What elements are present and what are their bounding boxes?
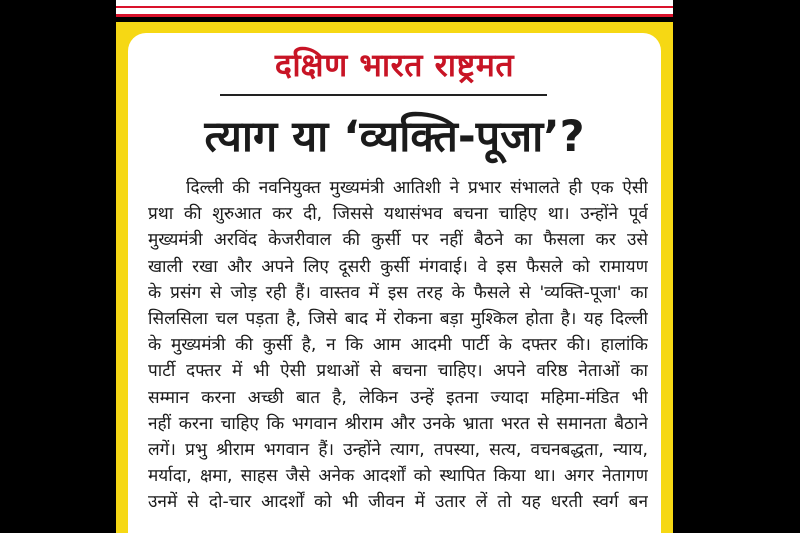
masthead-divider: [220, 94, 547, 96]
article-line: सम्मान करना अच्छी बात है, लेकिन उन्हें इतना ज्यादा महिमा-मंडित भी: [148, 387, 648, 408]
article-line: के मुख्यमंत्री की कुर्सी है, न कि आम आदमी पार्टी के दफ्तर की। हालांकि: [148, 335, 648, 356]
article-line: मर्यादा, क्षमा, साहस जैसे अनेक आदर्शों को स्थापित किया था। अगर नेतागण: [148, 466, 648, 487]
article-line: प्रथा की शुरुआत कर दी, जिससे यथासंभव बचना चाहिए था। उन्होंने पूर्व: [148, 204, 648, 225]
top-decorative-strip: [116, 0, 673, 17]
article-line: पार्टी दफ्तर में भी ऐसी प्रथाओं से बचना चाहिए। अपने वरिष्ठ नेताओं का: [148, 361, 648, 382]
article-body: [148, 175, 648, 516]
article-line: दिल्ली की नवनियुक्त मुख्यमंत्री आतिशी ने प्रभार संभालते ही एक ऐसी: [186, 178, 648, 198]
article-headline: त्याग या ‘व्यक्ति-पूजा’?: [204, 112, 585, 162]
article-line: मुख्यमंत्री अरविंद केजरीवाल की कुर्सी पर नहीं बैठने का फैसला कर उसे: [148, 230, 648, 251]
article-line: लगें। प्रभु श्रीराम भगवान हैं। उन्होंने त्याग, तपस्या, सत्य, वचनबद्धता, न्याय,: [148, 440, 648, 461]
article-line: सिलसिला चल पड़ता है, जिसे बाद में रोकना बड़ा मुश्किल होता है। यह दिल्ली: [148, 309, 648, 330]
newspaper-clipping: [128, 33, 661, 533]
article-line: नहीं करना चाहिए कि भगवान श्रीराम और उनके भ्राता भरत से समानता बैठाने: [148, 413, 648, 434]
article-line: खाली रखा और अपने लिए दूसरी कुर्सी मंगवाई। वे इस फैसले को रामायण: [148, 256, 648, 277]
article-line: के प्रसंग से जोड़ रही हैं। वास्तव में इस तरह के फैसले से 'व्यक्ति-पूजा' का: [148, 282, 648, 303]
article-line: उनमें से दो-चार आदर्शों को भी जीवन में उतार लें तो यह धरती स्वर्ग बन: [148, 492, 648, 513]
masthead-title: दक्षिण भारत राष्ट्रमत: [274, 46, 515, 84]
